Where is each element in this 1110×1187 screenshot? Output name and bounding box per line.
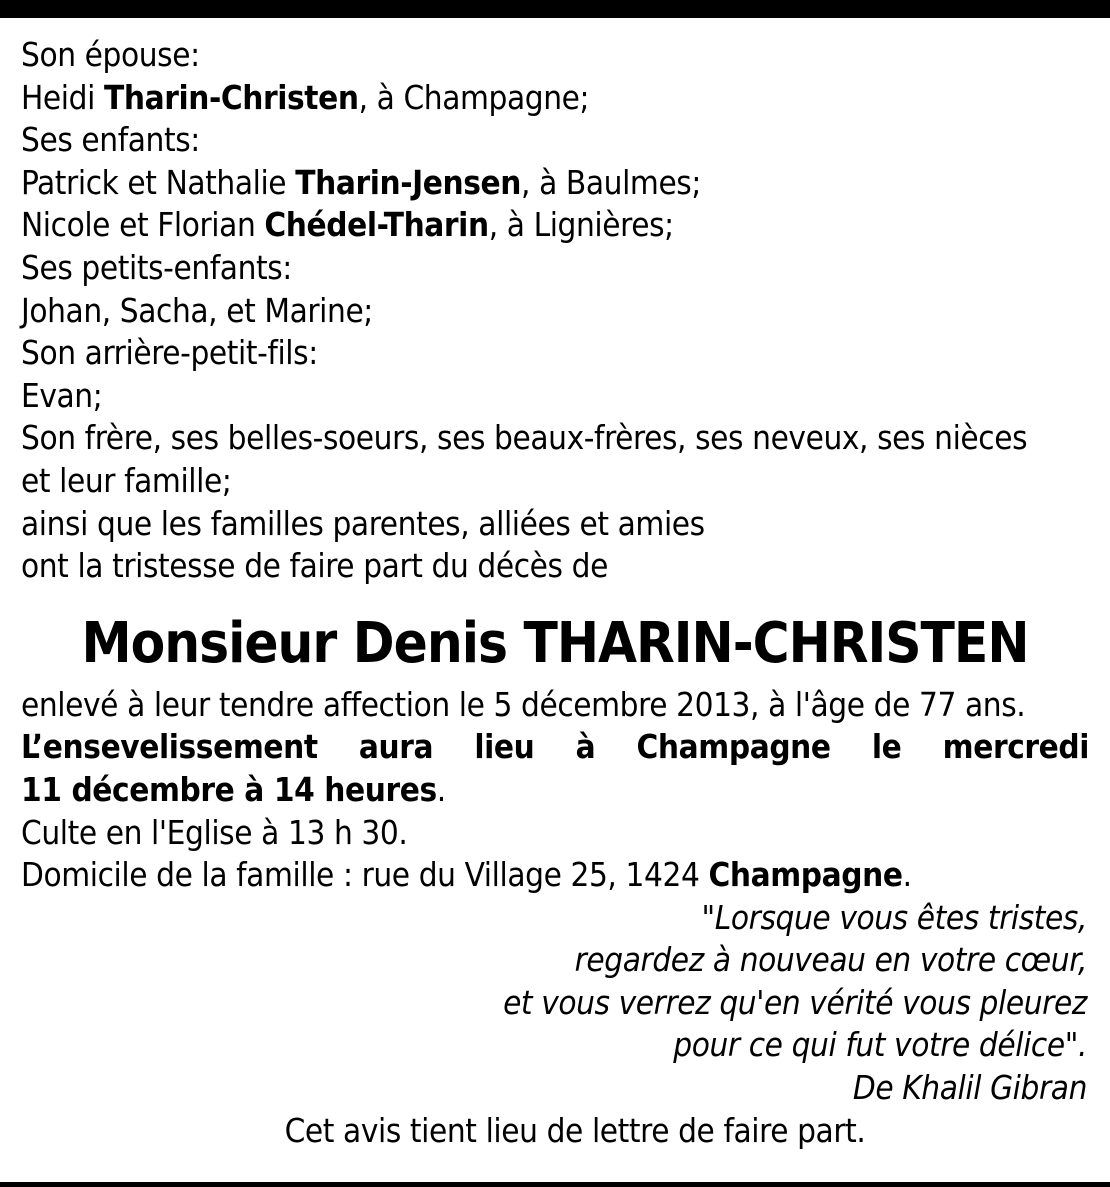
address-period: . [902,855,912,895]
family-place: , à Champagne; [358,77,590,117]
family-text: Son épouse: [21,35,200,74]
family-text: Nicole et Florian [21,205,265,245]
death-line: enlevé à leur tendre affection le 5 décembre 2013, à l'âge de 77 ans. [21,684,1026,724]
family-text: Son arrière-petit-fils: [21,333,318,373]
address-town: Champagne [708,855,903,895]
family-text: ainsi que les familles parentes, alliées et amies [21,503,705,543]
family-text: Heidi [21,77,104,117]
quote-line: "Lorsque vous êtes tristes, [701,897,1087,937]
address-line [21,854,1089,897]
family-place: , à Lignières; [488,205,674,245]
burial-date: 11 décembre à 14 heures [21,769,437,809]
family-line-siblings-cont [21,460,1089,503]
family-line-announcement [21,545,1089,588]
family-line-relatives [21,503,1089,546]
family-line-great-grandson-label [21,332,1089,375]
quote-line: et vous verrez qu'en vérité vous pleurez [503,982,1087,1022]
family-line-child-1 [21,162,1089,205]
bottom-rule [0,1182,1110,1187]
quote-line: regardez à nouveau en votre cœur, [574,940,1087,980]
family-text: Patrick et Nathalie [21,162,296,202]
deceased-name: Monsieur Denis THARIN-CHRISTEN [81,610,1029,676]
family-place: , à Baulmes; [521,162,701,202]
burial-period: . [436,769,446,809]
burial-text: L’ensevelissement aura lieu à Champagne le mercredi [21,727,1089,767]
family-line-spouse [21,77,1089,120]
family-text: Evan; [21,375,103,415]
family-line-spouse-label [21,34,1089,77]
family-text: Johan, Sacha, et Marine; [21,290,373,330]
service-line: Culte en l'Eglise à 13 h 30. [21,812,408,852]
family-text: ont la tristesse de faire part du décès de [21,546,608,586]
family-line-grandchildren-label [21,247,1089,290]
address-text: Domicile de la famille : rue du Village 25, 1424 [21,855,709,895]
closing-line: Cet avis tient lieu de lettre de faire part. [284,1110,866,1150]
family-text: et leur famille; [21,460,232,500]
family-surname: Tharin-Jensen [295,162,522,202]
burial-line-2 [21,769,1089,812]
family-surname: Tharin-Christen [103,77,359,117]
family-surname: Chédel-Tharin [264,205,489,245]
family-line-grandchildren [21,290,1089,333]
burial-line-1 [21,726,1089,769]
family-text: Ses enfants: [21,120,200,160]
family-line-great-grandson [21,375,1089,418]
family-line-children-label [21,119,1089,162]
family-line-siblings [21,417,1089,460]
family-line-child-2 [21,204,1089,247]
family-text: Son frère, ses belles-soeurs, ses beaux-frères, ses neveux, ses nièces [21,418,1028,458]
quote-line: pour ce qui fut votre délice". [673,1025,1087,1065]
top-rule [0,0,1110,18]
quote-author: De Khalil Gibran [852,1068,1087,1108]
obituary-notice [21,34,1089,1152]
family-text: Ses petits-enfants: [21,247,292,287]
quote-block [21,897,1089,1110]
